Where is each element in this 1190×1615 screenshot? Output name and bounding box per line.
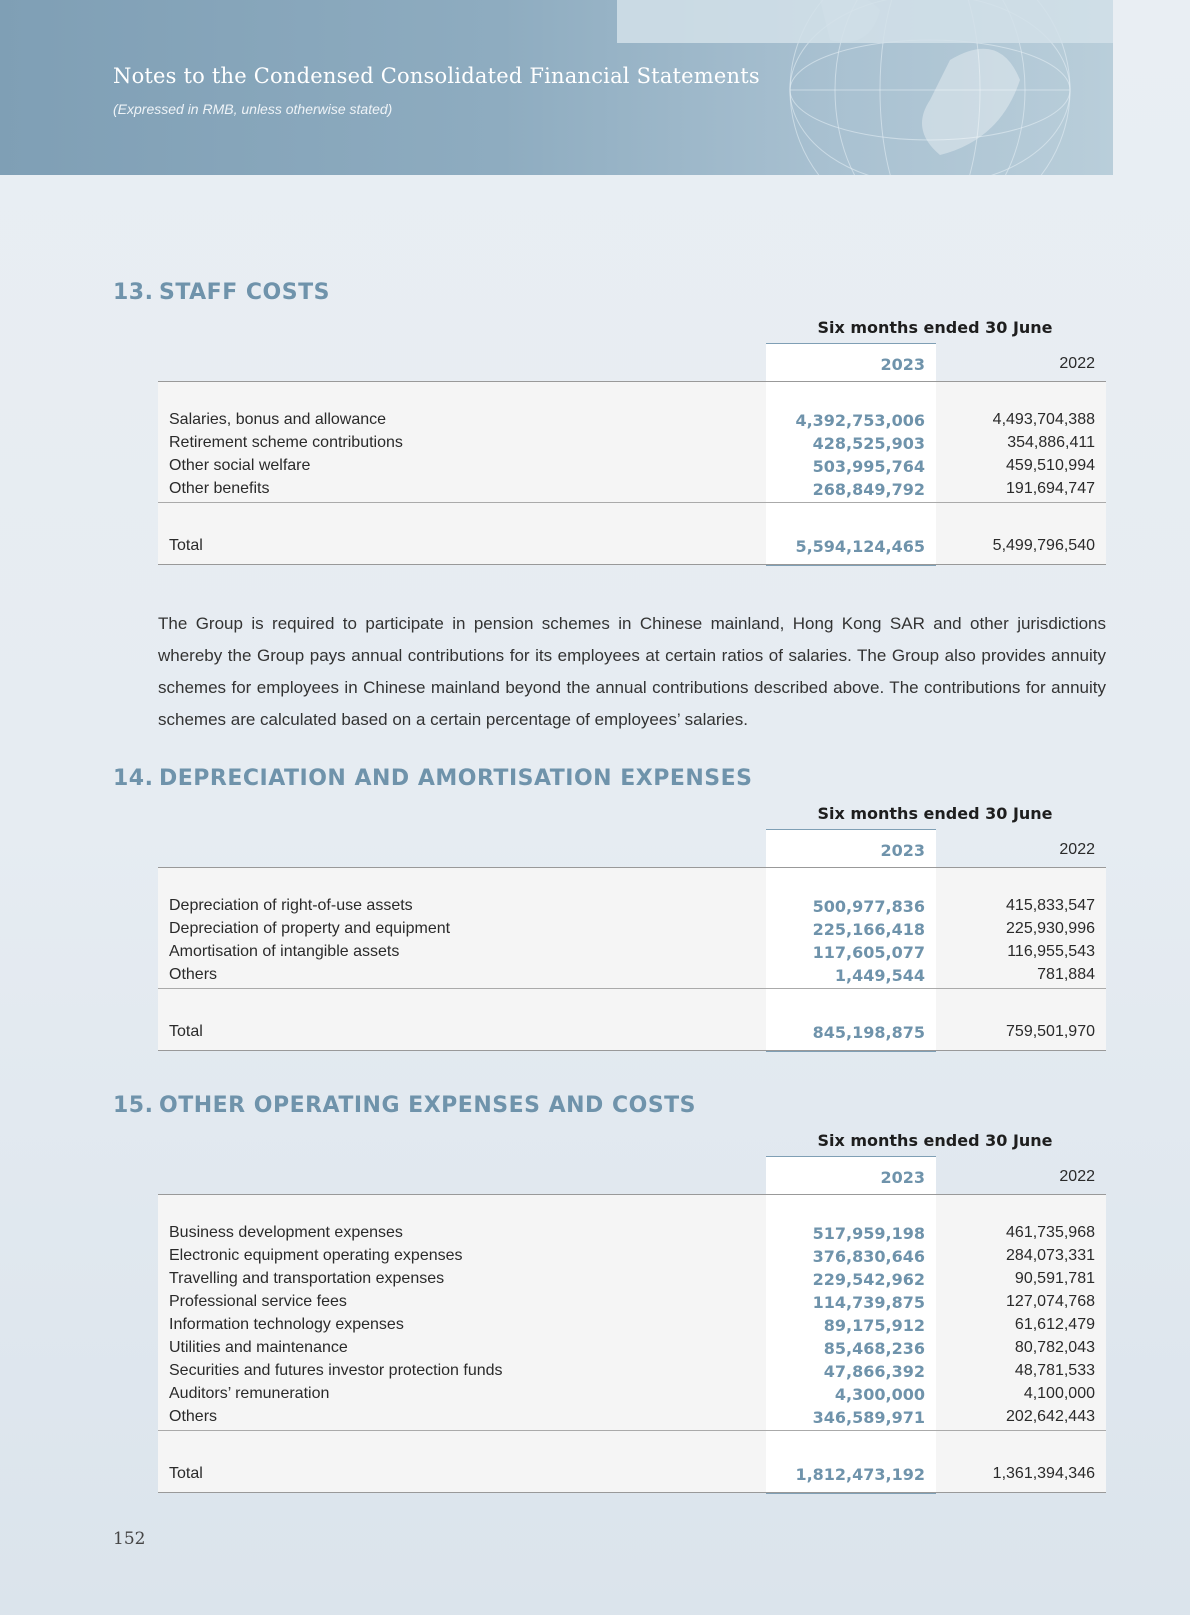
- table-cell-2022: 116,955,543: [1007, 943, 1095, 960]
- year-2023-header: 2023: [880, 1168, 925, 1187]
- period-header: Six months ended 30 June: [817, 1131, 1053, 1150]
- table-cell-2023: 428,525,903: [812, 434, 925, 453]
- table-row-label: Amortisation of intangible assets: [169, 943, 400, 960]
- table-cell-2023: 225,166,418: [812, 920, 925, 939]
- table-row-label: Auditors’ remuneration: [169, 1385, 330, 1402]
- table-cell-2022: 80,782,043: [1014, 1339, 1095, 1356]
- table-cell-2023: 268,849,792: [812, 480, 925, 499]
- table-cell-2023: 85,468,236: [823, 1339, 925, 1358]
- table-row-label: Utilities and maintenance: [169, 1339, 348, 1356]
- year-2023-header: 2023: [880, 355, 925, 374]
- year-2022-header: 2022: [1059, 355, 1095, 372]
- table-cell-2022: 90,591,781: [1014, 1270, 1095, 1287]
- table-cell-2022: 48,781,533: [1014, 1362, 1095, 1379]
- table-row-label: Business development expenses: [169, 1224, 403, 1241]
- page-header-title: Notes to the Condensed Consolidated Financial Statements: [113, 64, 760, 88]
- year-2022-header: 2022: [1059, 841, 1095, 858]
- banner-strip: [617, 0, 1113, 43]
- staff-costs-note: The Group is required to participate in pension schemes in Chinese mainland, Hong Kong SAR and other jurisdictions whereby the Group pays annual contributions for its employees at certain ratios of salaries. The Group also provides annuity schemes for employees in Chinese mainland beyond the annual contributions described above. The contributions for annuity schemes are calculated based on a certain percentage of employees’ salaries.: [158, 614, 1106, 729]
- table-cell-2023: 346,589,971: [812, 1408, 925, 1427]
- table-cell-2023: 229,542,962: [812, 1270, 925, 1289]
- table-row-label: Others: [169, 1408, 218, 1425]
- total-label: Total: [169, 537, 203, 554]
- table-cell-2022: 284,073,331: [1006, 1247, 1095, 1264]
- year-2023-header: 2023: [880, 841, 925, 860]
- total-2023: 1,812,473,192: [795, 1465, 925, 1484]
- table-row-label: Salaries, bonus and allowance: [169, 411, 387, 428]
- table-cell-2023: 117,605,077: [812, 943, 925, 962]
- table-cell-2022: 225,930,996: [1006, 920, 1095, 937]
- table-row-label: Securities and futures investor protection funds: [169, 1362, 503, 1379]
- table-cell-2023: 114,739,875: [812, 1293, 925, 1312]
- table-cell-2022: 354,886,411: [1007, 434, 1095, 451]
- table-row-label: Other social welfare: [169, 457, 311, 474]
- period-header: Six months ended 30 June: [817, 804, 1053, 823]
- total-2023: 845,198,875: [812, 1023, 925, 1042]
- table-row-label: Electronic equipment operating expenses: [169, 1247, 463, 1264]
- section-13-title: 13. STAFF COSTS: [113, 280, 330, 305]
- table-row-label: Travelling and transportation expenses: [169, 1270, 445, 1287]
- table-row-label: Others: [169, 966, 218, 983]
- period-header: Six months ended 30 June: [817, 318, 1053, 337]
- depreciation-table: [158, 804, 1106, 1054]
- table-row-label: Retirement scheme contributions: [169, 434, 403, 451]
- table-cell-2022: 415,833,547: [1006, 897, 1095, 914]
- year-2022-header: 2022: [1059, 1168, 1095, 1185]
- table-cell-2023: 503,995,764: [812, 457, 925, 476]
- table-cell-2023: 4,300,000: [834, 1385, 925, 1404]
- table-cell-2022: 127,074,768: [1006, 1293, 1095, 1310]
- table-row-label: Information technology expenses: [169, 1316, 404, 1333]
- table-cell-2023: 47,866,392: [823, 1362, 925, 1381]
- table-cell-2023: 500,977,836: [812, 897, 925, 916]
- table-cell-2022: 461,735,968: [1006, 1224, 1095, 1241]
- table-cell-2022: 202,642,443: [1006, 1408, 1095, 1425]
- header-banner: [0, 0, 1113, 175]
- table-cell-2023: 1,449,544: [834, 966, 925, 985]
- section-15-title: 15. OTHER OPERATING EXPENSES AND COSTS: [113, 1093, 697, 1118]
- total-label: Total: [169, 1023, 203, 1040]
- page-header-subtitle: (Expressed in RMB, unless otherwise stated): [113, 101, 393, 117]
- total-2022: 759,501,970: [1006, 1023, 1095, 1040]
- page-number: 152: [113, 1529, 146, 1549]
- section-14-title: 14. DEPRECIATION AND AMORTISATION EXPENSES: [113, 766, 753, 791]
- total-2022: 1,361,394,346: [992, 1465, 1095, 1482]
- table-row-label: Professional service fees: [169, 1293, 347, 1310]
- total-label: Total: [169, 1465, 203, 1482]
- total-2022: 5,499,796,540: [992, 537, 1095, 554]
- table-cell-2022: 61,612,479: [1014, 1316, 1095, 1333]
- total-2023: 5,594,124,465: [795, 537, 925, 556]
- table-cell-2022: 781,884: [1037, 966, 1095, 983]
- staff-costs-table: [158, 318, 1106, 568]
- table-cell-2023: 517,959,198: [812, 1224, 925, 1243]
- table-row-label: Depreciation of right-of-use assets: [169, 897, 413, 914]
- table-cell-2023: 376,830,646: [812, 1247, 925, 1266]
- table-cell-2022: 4,100,000: [1023, 1385, 1095, 1402]
- table-row-label: Other benefits: [169, 480, 270, 497]
- table-cell-2022: 191,694,747: [1006, 480, 1095, 497]
- table-cell-2023: 4,392,753,006: [795, 411, 925, 430]
- other-operating-expenses-table: [158, 1131, 1106, 1496]
- table-cell-2022: 4,493,704,388: [992, 411, 1095, 428]
- table-row-label: Depreciation of property and equipment: [169, 920, 451, 937]
- table-cell-2023: 89,175,912: [823, 1316, 925, 1335]
- table-cell-2022: 459,510,994: [1006, 457, 1095, 474]
